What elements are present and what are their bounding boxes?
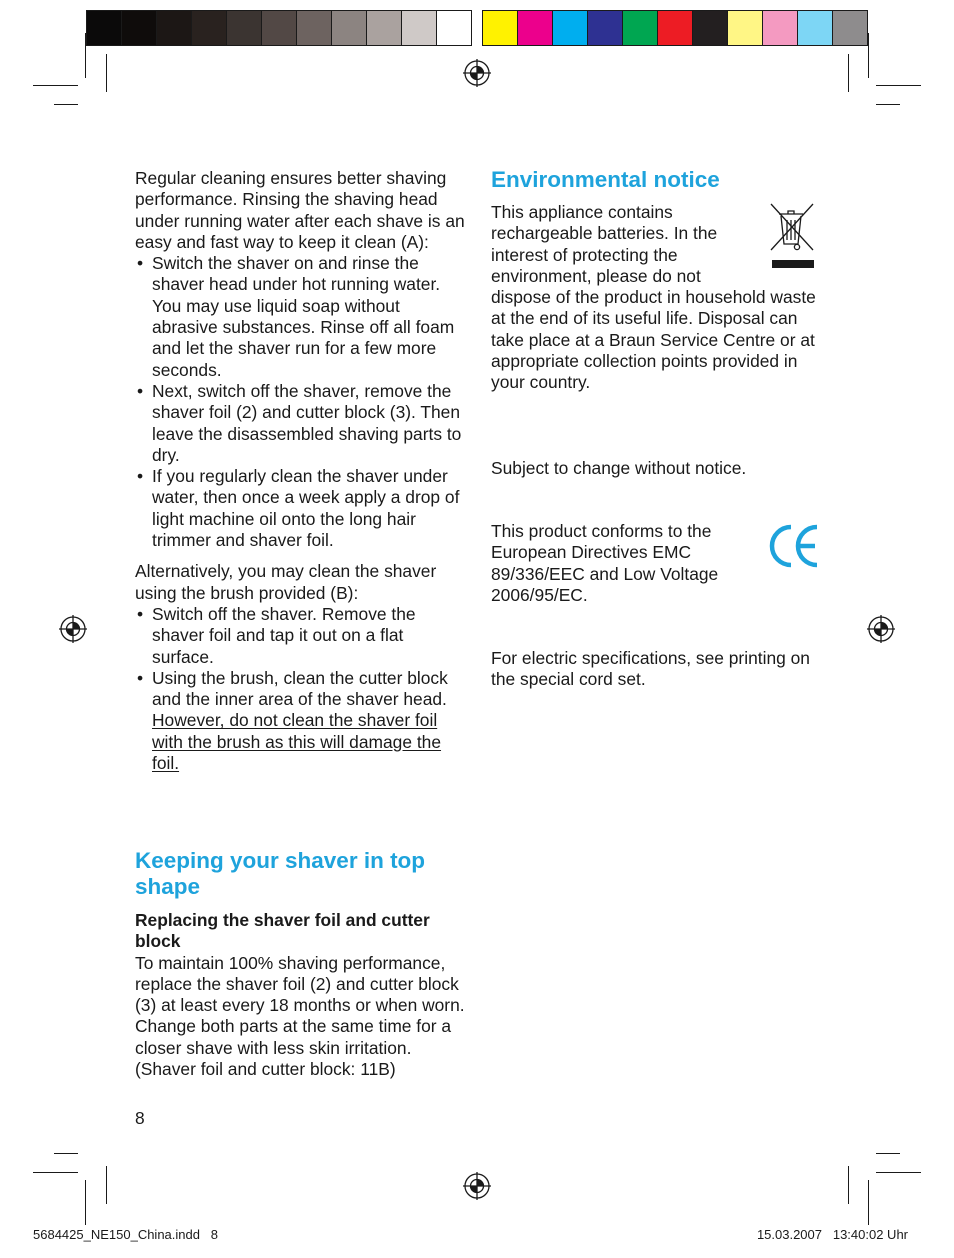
list-item: • Next, switch off the shaver, remove the shaver foil (2) and cutter block (3). Then leave the disassembled shaving parts to dry.: [135, 381, 467, 466]
color-swatch: [588, 11, 623, 45]
grayscale-color-bar: [86, 10, 472, 46]
crop-mark: [876, 1153, 900, 1154]
conformity-text: This product conforms to the European Directives EMC 89/336/EEC and Low Voltage 2006/95/EC.: [491, 521, 719, 605]
file-slug: 5684425_NE150_China.indd 8: [33, 1227, 219, 1242]
crop-mark: [848, 1166, 849, 1204]
color-swatch: [262, 11, 297, 45]
crop-mark: [106, 54, 107, 92]
color-swatch: [87, 11, 122, 45]
color-swatch: [833, 11, 867, 45]
color-swatch: [367, 11, 402, 45]
brush-cleaning-intro: Alternatively, you may clean the shaver using the brush provided (B):: [135, 561, 437, 603]
environmental-notice-heading: Environmental notice: [491, 167, 720, 192]
color-swatch: [518, 11, 553, 45]
color-swatch: [192, 11, 227, 45]
brush-step-text: Using the brush, clean the cutter block and the inner area of the shaver head.: [152, 667, 448, 710]
cleaning-intro: Regular cleaning ensures better shaving performance. Rinsing the shaving head under running water after each shave is an easy and fast way to keep it clean (A):: [135, 168, 465, 252]
crop-mark: [85, 1180, 86, 1225]
maintenance-section: [135, 848, 467, 1080]
crop-mark: [876, 104, 900, 105]
color-swatch: [763, 11, 798, 45]
list-item: [135, 668, 467, 774]
replacement-part-number: (Shaver foil and cutter block: 11B): [135, 1059, 396, 1080]
color-swatch: [798, 11, 833, 45]
left-column: [135, 168, 467, 774]
crop-mark: [33, 1172, 78, 1173]
color-swatch: [227, 11, 262, 45]
conformity-block: [491, 521, 821, 606]
crop-mark: [868, 1180, 869, 1225]
color-swatch: [553, 11, 588, 45]
color-swatch: [728, 11, 763, 45]
list-item: • Switch the shaver on and rinse the shaver head under hot running water. You may use liquid soap without abrasive substances. Rinse off all foam and let the shaver run for a few more seconds.: [135, 253, 467, 381]
color-swatch: [483, 11, 518, 45]
crossed-out-wheeled-bin-icon: [767, 200, 819, 272]
right-column: [491, 167, 821, 394]
foil-warning-text: However, do not clean the shaver foil with the brush as this will damage the foil.: [152, 710, 442, 774]
crop-mark: [54, 1153, 78, 1154]
brush-steps-list: [135, 604, 467, 774]
crop-mark: [868, 33, 869, 78]
page-number: 8: [135, 1108, 145, 1128]
crop-mark: [848, 54, 849, 92]
list-item: • If you regularly clean the shaver under water, then once a week apply a drop of light machine oil onto the long hair trimmer and shaver foil.: [135, 466, 467, 551]
color-swatch: [122, 11, 157, 45]
color-swatch: [693, 11, 728, 45]
crop-mark: [876, 85, 921, 86]
color-swatch: [332, 11, 367, 45]
timestamp-slug: 15.03.2007 13:40:02 Uhr: [756, 1227, 908, 1242]
registration-mark-icon: [866, 614, 896, 644]
registration-mark-icon: [462, 58, 492, 88]
color-swatch: [402, 11, 437, 45]
color-swatch: [623, 11, 658, 45]
color-swatch: [157, 11, 192, 45]
ce-mark-icon: [767, 523, 821, 571]
environmental-notice-body: [491, 202, 821, 394]
crop-mark: [33, 85, 78, 86]
cleaning-steps-list: [135, 253, 467, 551]
crop-mark: [85, 33, 86, 78]
maintenance-heading: Keeping your shaver in top shape: [135, 848, 426, 899]
process-color-bar: [482, 10, 868, 46]
crop-mark: [106, 1166, 107, 1204]
electric-specifications: For electric specifications, see printing on the special cord set.: [491, 648, 810, 690]
environmental-notice-text: This appliance contains rechargeable batteries. In the interest of protecting the environment, please do not dispose of the product in household waste at the end of its useful life. Disposal can take place at a Braun Service Centre or at appropriate collection points provided in your country.: [491, 202, 816, 393]
color-swatch: [297, 11, 332, 45]
crop-mark: [876, 1172, 921, 1173]
registration-mark-icon: [58, 614, 88, 644]
replacement-subheading: Replacing the shaver foil and cutter block: [135, 910, 430, 952]
list-item: • Switch off the shaver. Remove the shaver foil and tap it out on a flat surface.: [135, 604, 467, 668]
color-swatch: [658, 11, 693, 45]
change-notice: Subject to change without notice.: [491, 458, 747, 478]
crop-mark: [54, 104, 78, 105]
color-swatch: [437, 11, 471, 45]
registration-mark-icon: [462, 1171, 492, 1201]
replacement-text: To maintain 100% shaving performance, replace the shaver foil (2) and cutter block (3) at least every 18 months or when worn. Change both parts at the same time for a closer shave with less skin irritation.: [135, 952, 465, 1058]
